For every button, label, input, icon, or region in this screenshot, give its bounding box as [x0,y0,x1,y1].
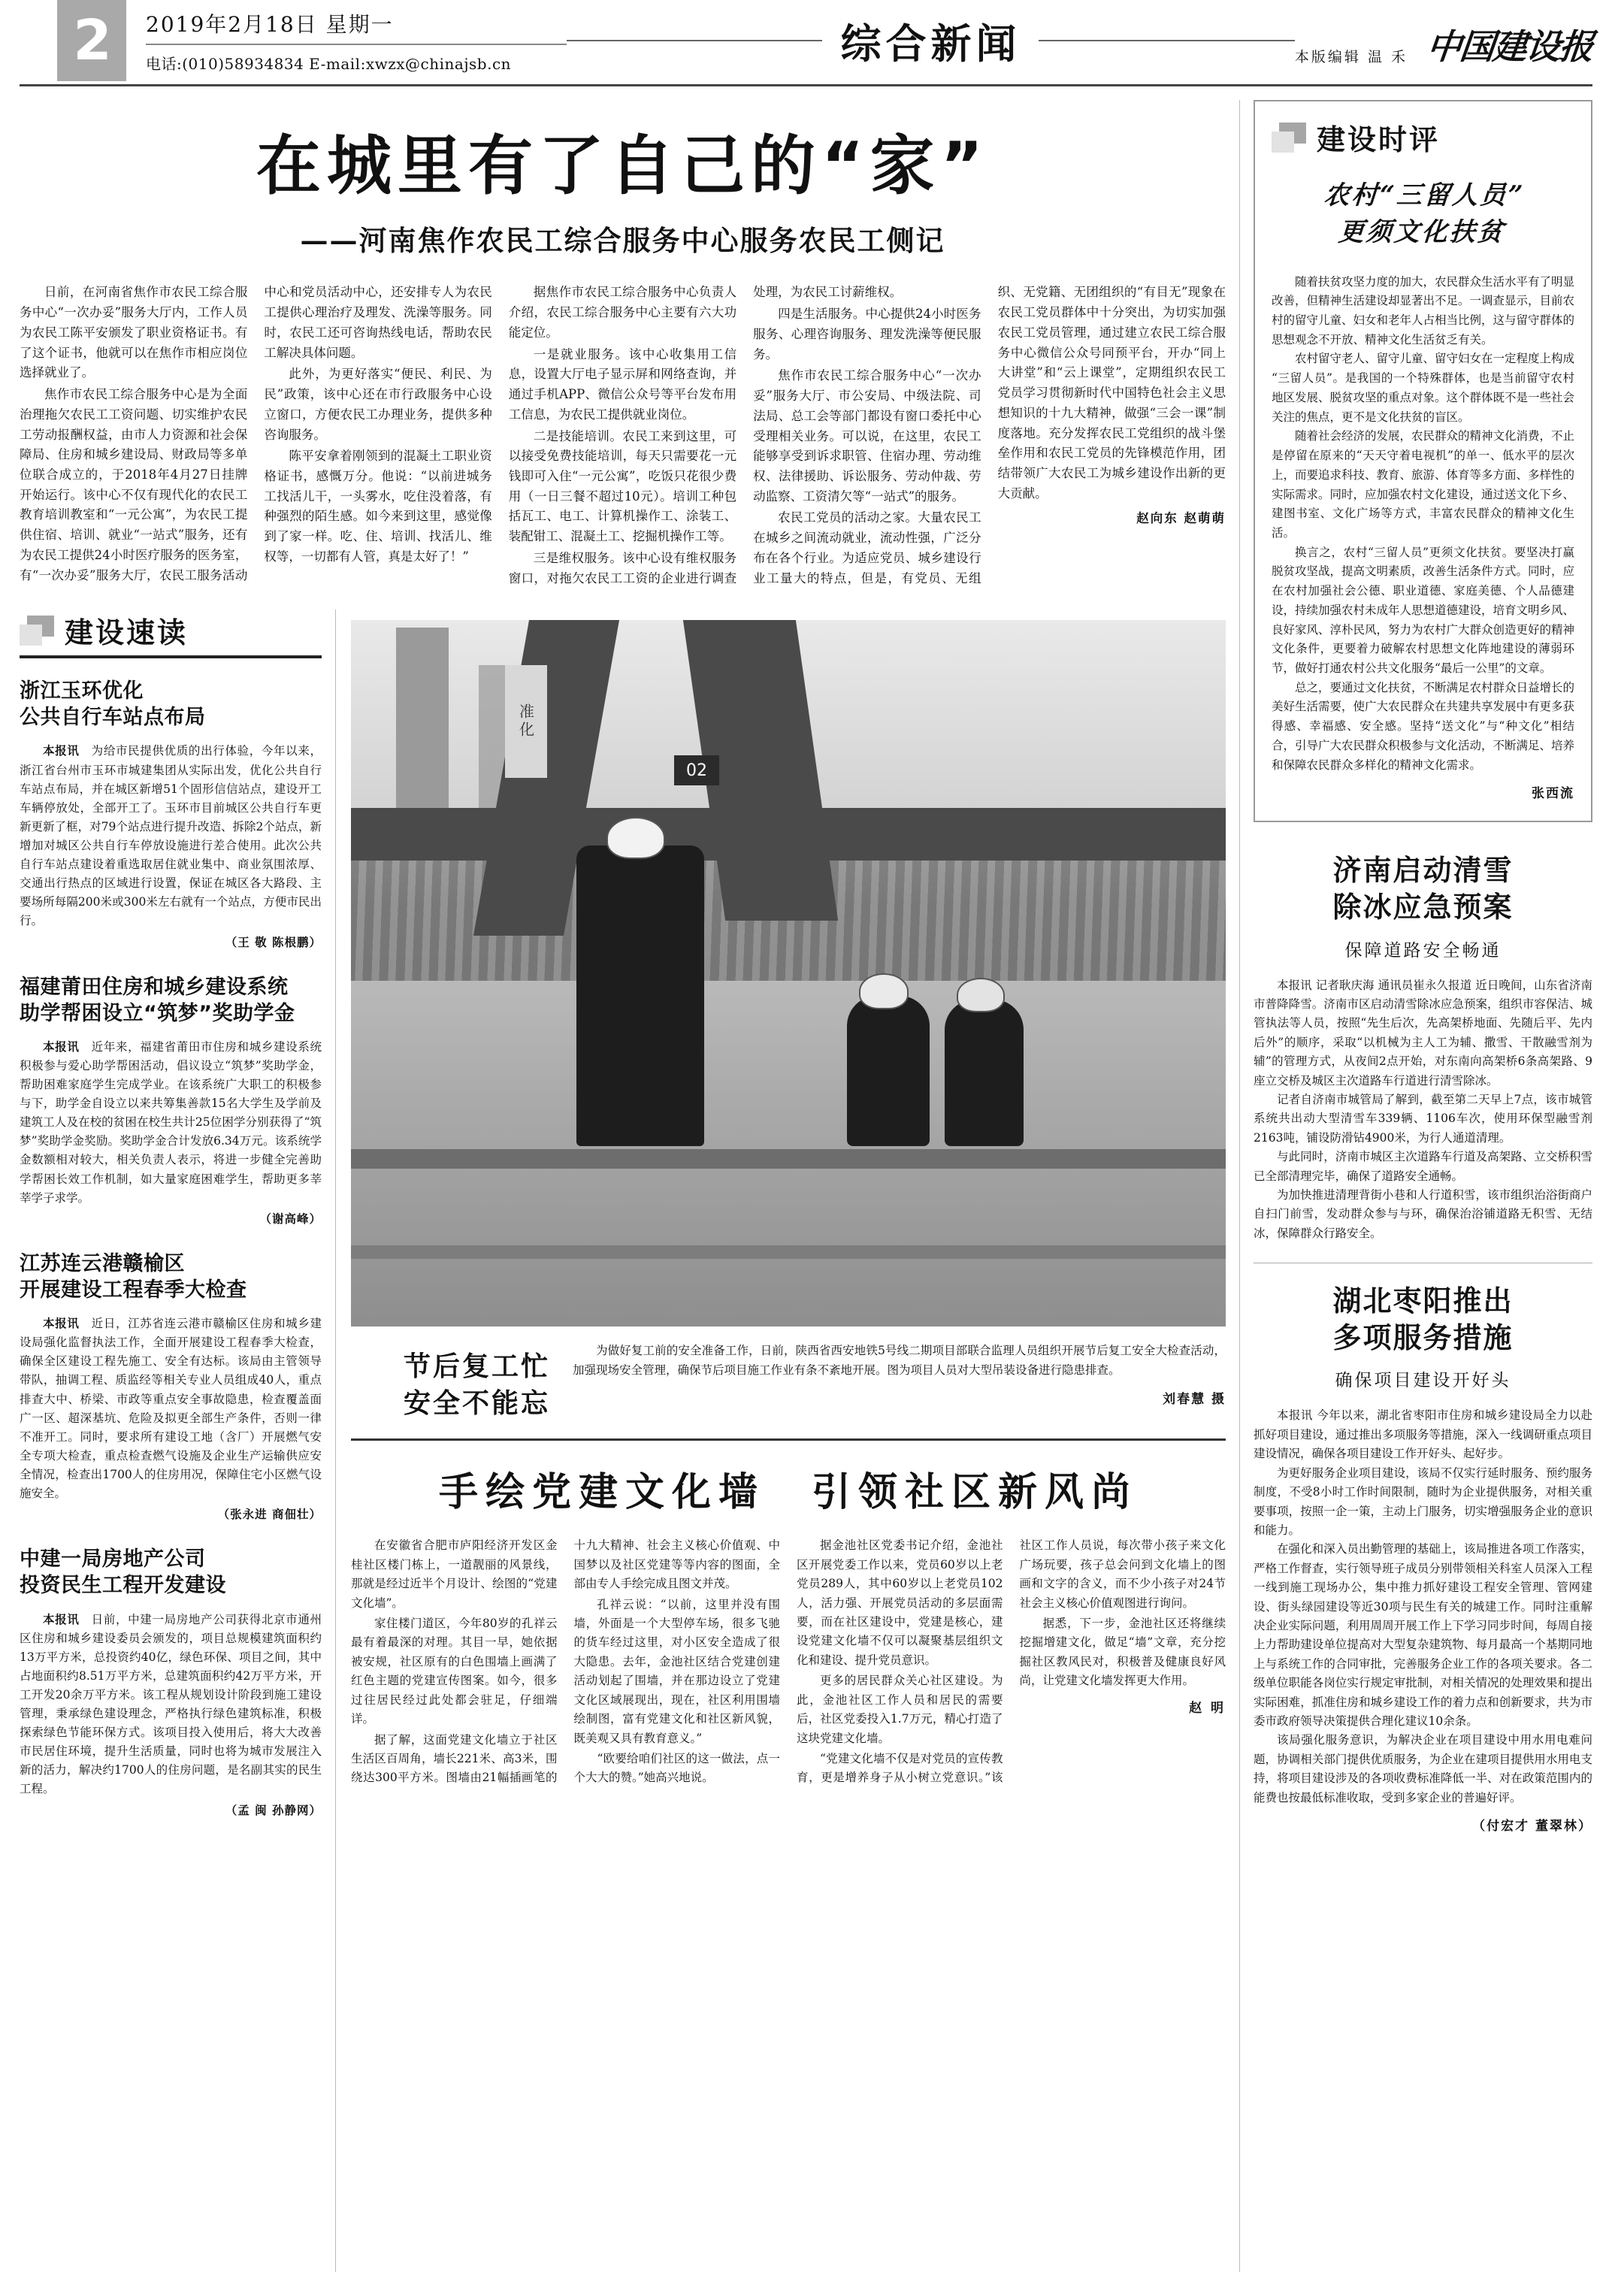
lead-byline: 赵向东 赵萌萌 [1136,511,1226,526]
bottom-paragraph: “党建文化墙不仅是对党员的宣传教育，更是增养身子从小树立党意识。”该社区工作人员说，每次带小孩子来文化广场玩要，孩子总会问到文化墙上的图画和文字的含义，而不少小孩子对24节社会主义核心价值观图进行询问。 [797,1538,1226,1785]
right-article-paragraph: 在强化和深入员出勤管理的基础上，该局推进各项工作落实，严格工作督查，实行领导班子成员分别带领相关科室人员深入工程一线到施工现场办公，集中推力抓好建设工程安全管理、管网建设、街头绿园建设等近30项与民生有关的城建工作。同时注重解决企业实际问题，利用周周开展工作上下学习同步时间，每周自接上力帮助建设单位提高对大型复杂建筑物、每月最高一个基期同地上与系统工作的合同审批，完善服务企业工作的各项关要求。各二级单位职能各岗位实行规定审批制，对相关情况的处理效果和提出实际困难，抓准住房和城乡建设工作的着力点和创新要求，共为市委市政府领导决策提供合理化建议10余条。 [1254,1542,1592,1728]
commentary-paragraph: 换言之，农村“三留人员”更须文化扶贫。要坚决打赢脱贫攻坚战，提高文明素质，改善生活条件方式。同时，应在农村加强社会公德、职业道德、家庭美德、个人品德建设，持续加强农村未成年人思想道德建设，培育文明乡风、良好家风、淳朴民风，努力为农村广大群众创造更好的精神文化条件，更要着力破解农村思想文化阵地建设的薄弱环节，做好打通农村公共文化服务“最后一公里”的文章。 [1272,545,1575,675]
brief-byline: （孟 闽 孙静网） [225,1802,322,1817]
right-article-paragraph: 本报讯 记者耿庆海 通讯员崔永久报道 近日晚间，山东省济南市普降降雪。济南市区启动清雪除冰应急预案，组织市容保洁、城管执法等人员，按照“先生后次，先高架桥地面、先随后平、先内后外”的顺序，采取“以机械为主人工为辅、撒雪、干散融雪剂为辅”的管理方式，从夜间2点开始，对东南向高架桥6条高架路、9座立交桥及城区主次道路车行道进行清雪除冰。 [1254,978,1592,1087]
commentary-byline: 张西流 [1532,786,1574,802]
right-article-subtitle: 确保项目建设开好头 [1335,1371,1511,1391]
right-article-zaoyang[interactable] [1254,1283,1592,1834]
right-article-paragraph: 为加快推进清理背街小巷和人行道积雪，该市组织治浴街商户自扫门前雪，发动群众参与与环，确保治浴铺道路无积雪、无结冰，保障群众行路安全。 [1254,1188,1592,1240]
photo-worker [945,1000,1024,1146]
lead-paragraph: 焦作市农民工综合服务中心“一次办妥”服务大厅、市公安局、中级法院、司法局、总工会等部门都设有窗口委托中心受理相关业务。可以说，在这里，农民工能够享受到诉求职管、住宿办理、劳动维权、法律援助、诉讼服务、劳动仲裁、劳动监察、工资清欠等“一站式”的服务。 [753,368,981,504]
photo-rail [351,1149,1226,1169]
commentary-flag-label: 建设时评 [1317,123,1441,156]
brief-lede: 本报讯 [43,743,80,758]
brief-text: 近日，江苏省连云港市赣榆区住房和城乡建设局强化监督执法工作，全面开展建设工程春季大检查，确保全区建设工程先施工、安全有达标。该局由主管领导带队，抽调工程、质监经等相关专业人员组成40人，重点排查大中、桥梁、市政等重点安全事故隐患，检查覆盖面广一区、超深基坑、危险及拟更全部生产条件，否则一律不准开工。同时，要求所有建设工地（含厂）开展燃气安全专项大检查，重点检查燃气设施及企业生产运输供应安全情况，检查出1700人的住房用况，保障住宅小区燃气设施安全。 [20,1317,322,1501]
lead-story [20,100,1226,588]
right-article-paragraph: 与此同时，济南市城区主次道路车行道及高架路、立交桥积雪已全部清理完毕，确保了道路安全通畅。 [1254,1150,1592,1183]
bottom-paragraph: 孔祥云说：“以前，这里并没有围墙，外面是一个大型停车场，很多飞驰的货车经过这里，对小区安全造成了很大隐患。去年，金池社区结合党建创建活动划起了围墙，并在那边设立了党建文化区域展现出，现在，社区利用围墙绘制图，富有党建文化和社区新风貌，既美观又具有教育意义。” [573,1597,780,1745]
brief-item[interactable] [20,678,322,951]
lead-paragraph: 一是就业服务。该中心收集用工信息，设置大厅电子显示屏和网络查询，并通过手机APP、微信公众号等平台发布用工信息，为农民工提供就业岗位。 [508,346,737,422]
photo-helmet [859,973,909,1009]
lead-body [20,283,1226,588]
commentary-paragraph: 随着扶贫攻坚力度的加大，农民群众生活水平有了明显改善，但精神生活建设却显著出不足。一调查显示，目前农村的留守儿童、妇女和老年人占相当比例，这与留守群体的思想观念不开放、精神文化生活贫乏有关。 [1272,274,1575,346]
right-article-paragraph: 为更好服务企业项目建设，该局不仅实行延时服务、预约服务制度，不受8小时工作时间限制，随时为企业提供服务，对相关重要事项，按照一企一策，主动上门服务，切实增强服务企业的意识和能力。 [1254,1466,1592,1537]
brief-lede: 本报讯 [43,1611,80,1626]
lead-paragraph: 此外，为更好落实“便民、利民、为民”政策，该中心还在市行政服务中心设立窗口，方便农民工办理业务，提供多种咨询服务。 [264,367,492,442]
quickread-flag-label: 建设速读 [65,616,189,650]
commentary-paragraph: 农村留守老人、留守儿童、留守妇女在一定程度上构成“三留人员”。是我国的一个特殊群体，也是当前留守农村地区发展、脱贫攻坚的重点对象。这个群体既不是一些社会关注的焦点，更不是文化扶贫的盲区。 [1272,352,1575,424]
bottom-story [351,1438,1226,1787]
brief-item[interactable] [20,974,322,1228]
brief-byline: （王 敬 陈根鹏） [225,934,322,949]
section-name: 综合新闻 [840,20,1021,68]
photo-worker-main [576,845,704,1146]
brief-text: 日前，中建一局房地产公司获得北京市通州区住房和城乡建设委员会颁发的，项目总规模建筑面积约13万平方米，总投资约40亿，绿色环保、项目之间，其中占地面积约8.51万平方米，总建筑面积约42万平方米，开工开发20余万平方米。该工程从规划设计阶段到施工建设管理，秉承绿色建设理念，严格执行绿色建筑标准，积极探索绿色节能环保方式。该项目投入使用后，将大大改善市民居住环境，提升生活质量，同时也将为城市发展注入新的活力，解决约1700人的住房问题，是名副其实的民生工程。 [20,1612,322,1796]
lead-headline-block [20,100,1226,262]
quickread-flag-rule [20,655,322,658]
right-article-subtitle: 保障道路安全畅通 [1344,940,1502,960]
brief-text: 为给市民提供优质的出行体验，今年以来，浙江省台州市玉环市城建集团从实际出发，优化公共自行车站点布局，并在城区新增51个固形信信站点，建设开工车辆停放处，全部开工了。玉环市目前城区公共自行车更新更新了框，对79个站点进行提升改造、拆除2个站点，新增加对城区公共自行车停放设施进行差合使用。此次公共自行车站点建设着重选取居住就业集中、商业氛围浓厚、交通出行热点的区域进行设置，保证在城区各大路段、主要场所每隔200米或300米左右就有一个站点，方便市民出行。 [20,744,322,928]
brief-body [20,1037,322,1228]
publication-date: 2019年2月18日 星期一 [146,11,394,37]
commentary-flag [1272,116,1574,158]
brief-body [20,1314,322,1523]
right-article-jinan[interactable] [1254,852,1592,1243]
lead-title: 在城里有了自己的“家” [256,129,990,204]
page-number-badge: 2 [57,0,126,81]
bottom-paragraph: 据金池社区党委书记介绍，金池社区开展党委工作以来，党员60岁以上老党员289人，其中60岁以上老党员102人，活力强、开展党员活动的多层面需要，而在社区建设中，党建是核心，建设党建文化墙不仅可以凝聚基层组织文化和建设、提升党员意识。 [797,1538,1003,1667]
photo-tower [396,628,449,823]
lead-paragraph: 陈平安拿着刚领到的混凝土工职业资格证书，感慨万分。他说：“以前进城务工找活儿干，一头雾水，吃住没着落，有种强烈的陌生感。如今来到这里，感觉像到了家一样。吃、住、培训、找活儿、维权等，一切都有人管，真是太好了！” [264,449,492,564]
lead-subtitle: ——河南焦作农民工综合服务中心服务农民工侧记 [300,224,945,258]
page-content [20,100,1592,2272]
right-article-byline: （付宏才 董翠林） [1472,1819,1592,1834]
photo-caption-title: 节后复工忙 安全不能忘 [404,1351,551,1419]
right-article-title: 湖北枣阳推出 多项服务措施 [1332,1284,1514,1354]
bottom-paragraph: 在安徽省合肥市庐阳经济开发区金桂社区楼门栋上，一道靓丽的风景线，那就是经过近半个月设计、绘图的“党建文化墙”。 [351,1538,558,1610]
photo-caption [351,1342,1226,1422]
rule-left [567,40,822,41]
photo-worker [847,996,930,1146]
construction-photo [351,620,1226,1326]
lead-paragraph: 农民工党员的活动之家。大量农民工在城乡之间流动就业，流动性强，广泛分布在各个行业。为适应党员、城乡建设行业工量大的特点，但是，有党员、无组织、无党籍、无团组织的“有目无”现象在农民工党员群体中十分突出，为切实加强农民工党员管理，通过建立农民工综合服务中心微信公众号同预平台，开办“同上大讲堂”和“云上课堂”，定期组织农民工党员学习贯彻新时代中国特色社会主义思想知识的十九大精神，做强“三会一课”制度落地。充分发挥农民工党组织的战斗堡垒作用和农民工党员的先锋模范作用，团结带领广大农民工为城乡建设作出新的更大贡献。 [753,285,1226,585]
masthead-right [1294,0,1595,81]
commentary-paragraph: 总之，要通过文化扶贫，不断满足农村群众日益增长的美好生活需要，使广大农民群众在共建共享发展中有更多获得感、幸福感、安全感。坚持“送文化”与“种文化”相结合，引导广大农民群众积极参与文化活动，不断满足、培养和保障农民群众多样化的精神文化需求。 [1272,680,1575,772]
bottom-paragraph: “欧要给咱们社区的这一做法，点一个大大的赞。”她高兴地说。 [573,1751,780,1785]
brief-title: 中建一局房地产公司 投资民生工程开发建设 [20,1547,226,1598]
commentary-title: 农村“三留人员” 更须文化扶贫 [1323,180,1526,248]
bottom-story-title: 手绘党建文化墙 引领社区新风尚 [438,1470,1138,1516]
quickread-column [20,610,335,2272]
brief-byline: （谢高峰） [259,1211,322,1226]
bottom-story-body [351,1536,1226,1787]
photo-rail [351,1245,1226,1259]
rule-right [1039,40,1294,41]
brief-body [20,741,322,951]
crane-unit-label: 02 [674,755,719,785]
brief-lede: 本报讯 [43,1039,80,1054]
bottom-paragraph: 据悉，下一步，金池社区还将继续挖掘增建文化，做足“墙”文章，充分挖掘社区教风民对，积极普及健康良好风尚，让党建文化墙发挥更大作用。 [1019,1617,1226,1688]
quickread-flag [20,610,322,651]
lead-paragraph: 焦作市农民工综合服务中心是为全面治理拖欠农民工工资问题、切实维护农民工劳动报酬权益，由市人力资源和社会保障局、住房和城乡建设局、财政局等多单位联合成立的，于2018年4月27日挂牌开始运行。该中心不仅有现代化的农民工教育培训教室和“一元公寓”，为农民工提供住宿、培训、就业“一站式”服务，还有为农民工提供24小时医疗服务的医务室，有“一次办妥”服务大厅，农民工服务活动中心和党员活动中心，还安排专人为农民工提供心理治疗及理发、洗澡等服务。同时，农民工还可咨询热线电话，帮助农民工解决具体问题。 [20,285,492,582]
commentary-paragraph: 随着社会经济的发展，农民群众的精神文化消费，不止是停留在原来的“天天守着电视机”的单一、低水平的层次上，而要追求科技、教育、旅游、体育等多方面、多样性的实际需求。同时，应加强农村文化建设，通过送文化下乡、建图书室、文化广场等方式，丰富农民群众的精神文化生活。 [1272,429,1575,540]
photo-block [351,620,1226,1422]
section-marker-icon [20,616,54,646]
brief-byline: （张永进 商佃壮） [217,1507,322,1522]
photo-caption-body [573,1342,1226,1406]
brief-title: 江苏连云港赣榆区 开展建设工程春季大检查 [20,1251,247,1302]
bottom-paragraph: 据了解，这面党建文化墙立于社区生活区百周角，墙长221米、高3米，围绕达300平方米。图墙由21幅插画笔的十九大精神、社会主义核心价值观、中国梦以及社区党建等等内容的图面，全部由专人手绘完成且图文并茂。 [351,1538,780,1785]
brief-title: 浙江玉环优化 公共自行车站点布局 [20,679,206,730]
lead-paragraph: 据焦作市农民工综合服务中心负责人介绍，农民工综合服务中心主要有六大功能定位。 [508,285,737,340]
photo-beam [351,808,1226,861]
lead-paragraph: 四是生活服务。中心提供24小时医务服务、心理咨询服务、理发洗澡等便民服务。 [753,307,981,361]
photographer-credit: 刘春慧 摄 [1163,1391,1226,1407]
right-article-paragraph: 本报讯 今年以来，湖北省枣阳市住房和城乡建设局全力以赴抓好项目建设，通过推出多项服务等措施，深入一线调研重点项目建设情况，确保各项目建设工作开好头、起好步。 [1254,1408,1592,1461]
photo-helmet [606,817,665,859]
photo-helmet [957,978,1005,1012]
paper-logo: 中国建设报 [1424,26,1595,67]
section-marker-icon [1272,123,1306,153]
lead-paragraph: 三是维权服务。该中心设有维权服务窗口，对拖欠农民工工资的企业进行调查处理，为农民工讨薪维权。 [508,285,903,585]
bottom-paragraph: 家住楼门道区，今年80岁的孔祥云最有着最深的对理。其目一早，她依据被安规，社区原有的白色围墙上画满了红色主题的党建宣传图案。如今，很多过往居民经过此处都会驻足，仔细端详。 [351,1617,558,1726]
contact-line: 电话:(010)58934834 E-mail:xwzx@chinajsb.cn [146,54,512,73]
lead-paragraph: 二是技能培训。农民工来到这里，可以接受免费技能培训，每天只需要花一元钱即可入住“一元公寓”，吃饭只花很少费用（一日三餐不超过10元）。培训工种包括瓦工、电工、计算机操作工、涂装工、装配钳工、混凝土工、挖掘机操作工等。 [508,428,737,544]
brief-title: 福建莆田住房和城乡建设系统 助学帮困设立“筑梦”奖助学金 [20,975,295,1025]
bottom-paragraph: 更多的居民群众关心社区建设。为此，金池社区工作人员和居民的需要后，社区党委投入1.7万元，精心打造了这块党建文化墙。 [797,1674,1003,1745]
lead-paragraph: 日前，在河南省焦作市农民工综合服务中心“一次办妥”服务大厅内，工作人员为农民工陈平安颁发了职业资格证书。有了这个证书，他就可以在焦作市相应岗位选择就业了。 [20,285,248,380]
bottom-story-byline: 赵 明 [1189,1700,1226,1716]
brief-item[interactable] [20,1251,322,1523]
brief-body [20,1610,322,1820]
page-editor: 本版编辑 温 禾 [1294,49,1408,65]
brief-item[interactable] [20,1546,322,1819]
photo-caption-text: 为做好复工前的安全准备工作，日前，陕西省西安地铁5号线二期项目部联合监理人员组织开展节后复工安全大检查活动，加强现场安全管理，确保节后项目施工作业有条不紊地开展。图为项目人员对大型吊装设备进行隐患排查。 [573,1344,1226,1377]
right-article-paragraph: 该局强化服务意识，为解决企业在项目建设中用水用电难问题，协调相关部门提供优质服务，为企业在建项目提供用水用电支持，将项目建设涉及的各项收费标准降低一半、对在政策范围内的能费也按最低标准收取，受到多家企业的普遍好评。 [1254,1733,1592,1804]
right-article-title: 济南启动清雪 除冰应急预案 [1332,853,1514,924]
commentary-box [1254,100,1592,822]
section-header [567,0,1295,81]
right-column [1239,100,1592,2272]
masthead-left [146,0,567,81]
masthead [20,0,1595,81]
panel-label: 准化 [505,665,547,778]
brief-text: 近年来，福建省莆田市住房和城乡建设系统积极参与爱心助学帮困活动，倡议设立“筑梦”奖助学金，帮助困难家庭学生完成学业。在该系统广大职工的积极参与下，助学金自设立以来共筹集善款15名大学生及学前及建筑工人及在校的贫困在校生共计25位困学分别获得了“筑梦”奖助学金奖励。奖助学金合计发放6.34万元。该系统学金数额相对较大，相关负责人表示，将进一步健全完善助学帮困长效工作机制，如大量家庭困难学生，帮助更多莘莘学子求学。 [20,1039,322,1205]
brief-lede: 本报讯 [43,1316,80,1331]
right-article-paragraph: 记者自济南市城管局了解到，截至第二天早上7点，该市城管系统共出动大型清雪车339辆、1106车次，使用环保型融雪剂2163吨，铺设防滑钻4900米，为行人通道清理。 [1254,1092,1592,1145]
masthead-bottom-rule [20,84,1592,86]
